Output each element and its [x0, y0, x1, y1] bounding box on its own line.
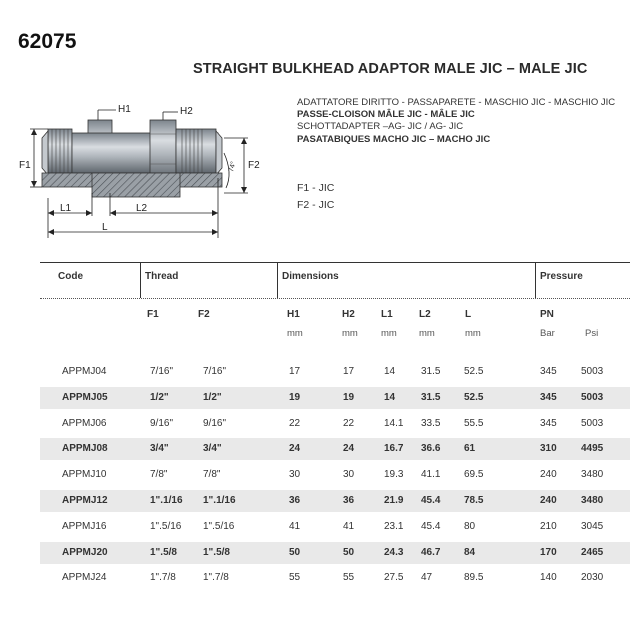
cell-bar: 345 — [540, 391, 557, 403]
cell-h1: 17 — [289, 366, 301, 377]
cell-f2: 1".1/16 — [203, 495, 236, 506]
table-row — [40, 542, 630, 564]
translation-es: PASATABIQUES MACHO JIC – MACHO JIC — [297, 133, 491, 145]
cell-l2: 31.5 — [421, 366, 441, 377]
cell-h1: 36 — [289, 495, 301, 506]
thread-f2: F2 - JIC — [297, 199, 335, 211]
cell-f1: 1".1/16 — [150, 495, 183, 506]
table-row — [40, 490, 630, 512]
cell-l: 55.5 — [464, 417, 484, 429]
unit-bar: Bar — [540, 328, 555, 339]
thread-f1: F1 - JIC — [297, 182, 335, 194]
cell-f2: 9/16" — [203, 417, 227, 429]
col-divider — [140, 262, 141, 298]
cell-psi: 2030 — [581, 572, 604, 584]
technical-drawing — [18, 98, 278, 243]
cell-h2: 30 — [343, 469, 355, 481]
label-angle: 74° — [228, 160, 238, 173]
cell-psi: 3480 — [581, 495, 604, 506]
cell-code: APPMJ12 — [62, 495, 108, 506]
cell-h1: 55 — [289, 572, 301, 584]
cell-h2: 55 — [343, 572, 355, 584]
cell-f1: 7/8" — [150, 469, 168, 481]
cell-bar: 240 — [540, 469, 557, 481]
fitting-body — [42, 120, 222, 197]
cell-h1: 50 — [289, 546, 301, 558]
header-dimensions: Dimensions — [282, 271, 339, 282]
cell-l1: 19.3 — [384, 469, 404, 481]
cell-l: 61 — [464, 443, 476, 455]
table-row — [40, 516, 630, 538]
cell-bar: 240 — [540, 495, 557, 506]
label-l1: L1 — [60, 203, 72, 214]
cell-l1: 24.3 — [384, 546, 404, 558]
cell-l: 52.5 — [464, 391, 484, 403]
title-translations — [297, 97, 615, 146]
cell-f1: 1".5/8 — [150, 546, 177, 558]
cell-l: 84 — [464, 546, 476, 558]
cell-h1: 24 — [289, 443, 301, 455]
cell-bar: 170 — [540, 546, 557, 558]
cell-psi: 2465 — [581, 546, 604, 558]
cell-l2: 47 — [421, 572, 433, 584]
cell-code: APPMJ04 — [62, 366, 107, 377]
cell-f2: 1/2" — [203, 391, 222, 403]
cell-f1: 1/2" — [150, 391, 169, 403]
cell-l2: 45.4 — [421, 520, 441, 532]
cell-code: APPMJ10 — [62, 469, 107, 481]
cell-h2: 36 — [343, 495, 355, 506]
cell-h2: 24 — [343, 443, 355, 455]
unit-h2: mm — [342, 328, 358, 339]
cell-l1: 14 — [384, 366, 396, 377]
subheader-f1: F1 — [147, 309, 159, 320]
cell-h2: 17 — [343, 366, 355, 377]
cell-h2: 22 — [343, 417, 355, 429]
cell-code: APPMJ05 — [62, 391, 108, 403]
translation-de: SCHOTTADAPTER –AG- JIC / AG- JIC — [297, 121, 464, 133]
cell-bar: 310 — [540, 443, 557, 455]
cell-f1: 3/4" — [150, 443, 169, 455]
label-f2: F2 — [248, 160, 260, 171]
cell-bar: 210 — [540, 520, 557, 532]
subheader-pn: PN — [540, 309, 554, 320]
header-rule — [40, 298, 630, 299]
cell-psi: 4495 — [581, 443, 604, 455]
cell-code: APPMJ08 — [62, 443, 108, 455]
subheader-l: L — [465, 309, 472, 320]
cell-l1: 16.7 — [384, 443, 404, 455]
product-title: STRAIGHT BULKHEAD ADAPTOR MALE JIC – MALE JIC — [193, 61, 588, 77]
cell-l1: 21.9 — [384, 495, 404, 506]
cell-l2: 46.7 — [421, 546, 441, 558]
cell-h2: 50 — [343, 546, 355, 558]
cell-f1: 7/16" — [150, 366, 174, 377]
table-row — [40, 413, 630, 435]
table-row — [40, 387, 630, 409]
cell-psi: 5003 — [581, 391, 604, 403]
cell-f2: 1".5/16 — [203, 520, 235, 532]
translation-fr: PASSE-CLOISON MÂLE JIC - MÂLE JIC — [297, 109, 475, 121]
cell-psi: 5003 — [581, 417, 604, 429]
cell-psi: 5003 — [581, 366, 604, 377]
cell-l1: 27.5 — [384, 572, 404, 584]
header-thread: Thread — [145, 271, 179, 282]
table-top-rule — [40, 262, 630, 263]
cell-l2: 33.5 — [421, 417, 441, 429]
cell-bar: 140 — [540, 572, 557, 584]
table-row — [40, 361, 630, 383]
cell-l: 78.5 — [464, 495, 484, 506]
cell-l: 89.5 — [464, 572, 484, 584]
cell-h1: 41 — [289, 520, 301, 532]
unit-l1: mm — [381, 328, 397, 339]
cell-l2: 36.6 — [421, 443, 441, 455]
cell-bar: 345 — [540, 417, 557, 429]
cell-f2: 7/16" — [203, 366, 227, 377]
unit-l: mm — [465, 328, 481, 339]
subheader-l2: L2 — [419, 309, 431, 320]
cell-code: APPMJ20 — [62, 546, 108, 558]
label-f1: F1 — [19, 160, 31, 171]
cell-code: APPMJ24 — [62, 572, 107, 584]
cell-code: APPMJ16 — [62, 520, 107, 532]
cell-l: 80 — [464, 520, 476, 532]
cell-h1: 30 — [289, 469, 301, 481]
cell-l: 52.5 — [464, 366, 484, 377]
header-code: Code — [58, 271, 83, 282]
cell-h1: 22 — [289, 417, 301, 429]
unit-l2: mm — [419, 328, 435, 339]
cell-f2: 7/8" — [203, 469, 221, 481]
subheader-l1: L1 — [381, 309, 393, 320]
thread-types — [297, 180, 334, 214]
cell-h2: 19 — [343, 391, 355, 403]
col-divider — [277, 262, 278, 298]
cell-l1: 14.1 — [384, 417, 404, 429]
cell-l1: 14 — [384, 391, 396, 403]
cell-psi: 3480 — [581, 469, 604, 481]
label-l2: L2 — [136, 203, 148, 214]
label-h2: H2 — [180, 106, 193, 117]
product-code: 62075 — [18, 30, 77, 53]
cell-f2: 1".7/8 — [203, 572, 229, 584]
header-pressure: Pressure — [540, 271, 583, 282]
cell-l2: 41.1 — [421, 469, 441, 481]
unit-h1: mm — [287, 328, 303, 339]
label-h1: H1 — [118, 104, 131, 115]
cell-l1: 23.1 — [384, 520, 404, 532]
subheader-f2: F2 — [198, 309, 210, 320]
table-row — [40, 438, 630, 460]
cell-f2: 3/4" — [203, 443, 222, 455]
cell-bar: 345 — [540, 366, 557, 377]
cell-f1: 9/16" — [150, 417, 174, 429]
subheader-h1: H1 — [287, 309, 300, 320]
unit-psi: Psi — [585, 328, 599, 339]
cell-l2: 31.5 — [421, 391, 441, 403]
cell-h2: 41 — [343, 520, 355, 532]
translation-it: ADATTATORE DIRITTO - PASSAPARETE - MASCHIO JIC - MASCHIO JIC — [297, 97, 616, 108]
cell-f1: 1".5/16 — [150, 520, 182, 532]
table-row — [40, 567, 630, 589]
cell-l2: 45.4 — [421, 495, 441, 506]
label-l: L — [102, 222, 108, 233]
cell-h1: 19 — [289, 391, 301, 403]
cell-f2: 1".5/8 — [203, 546, 230, 558]
table-row — [40, 464, 630, 486]
cell-psi: 3045 — [581, 520, 604, 532]
cell-f1: 1".7/8 — [150, 572, 176, 584]
cell-l: 69.5 — [464, 469, 484, 481]
col-divider — [535, 262, 536, 298]
cell-code: APPMJ06 — [62, 417, 107, 429]
subheader-h2: H2 — [342, 309, 355, 320]
